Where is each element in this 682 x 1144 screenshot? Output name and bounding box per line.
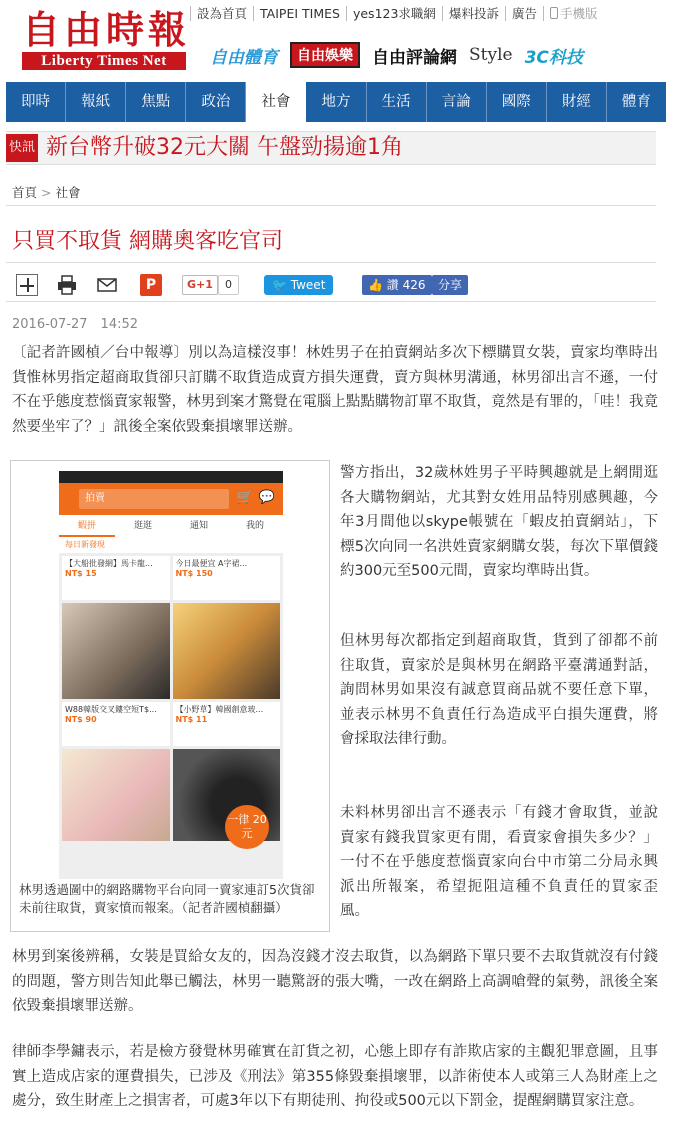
divider	[6, 301, 656, 302]
main-nav	[6, 82, 666, 122]
thumbs-up-icon: 👍	[368, 278, 387, 292]
app-product-grid	[59, 553, 283, 844]
phone-icon	[550, 7, 558, 19]
plurk-share-button[interactable]: P	[140, 274, 162, 296]
app-product-card: 今日最便宜 A字裙... NT$ 150	[173, 556, 281, 600]
google-plus-button[interactable]: G+1	[182, 275, 218, 295]
breaking-news-headline[interactable]: 新台幣升破32元大關 午盤勁揚逾1角	[46, 135, 403, 160]
app-tab: 我的	[245, 521, 264, 531]
tweet-button[interactable]: 🐦 Tweet	[264, 275, 333, 295]
brand-links	[210, 42, 595, 68]
logo-chinese: 自由時報	[22, 7, 191, 52]
shopping-app-screenshot	[59, 471, 283, 879]
twitter-bird-icon: 🐦	[272, 278, 291, 292]
breadcrumb-section[interactable]: 社會	[55, 185, 81, 200]
top-link-yes123[interactable]: yes123求職網	[346, 6, 442, 21]
app-product-card: W88韓版交叉鏤空短T$... NT$ 90	[62, 702, 170, 746]
article-paragraph: 但林男每次都指定到超商取貨，貨到了卻都不前往取貨，賣家於是與林男在網路平臺溝通對話，詢問林男如果沒有誠意買商品就不要任意下單，並表示林男不負責任行為造成平白損失運費，將會採取法律行動。	[340, 633, 658, 747]
article-paragraph: 未料林男卻出言不遜表示「有錢才會取貨，並說賣家有錢我買家更有閒，看賣家會損失多少？」一付不在乎態度惹惱賣家向台中市第二分局永興派出所報案，希望扼阻這種不負責任的買家歪風。	[340, 805, 658, 919]
google-plus-count: 0	[218, 275, 239, 295]
brand-entertainment[interactable]: 自由娛樂	[290, 42, 360, 68]
mobile-link[interactable]: 手機版	[543, 6, 604, 21]
breadcrumb	[12, 183, 81, 201]
article-paragraph: 警方指出，32歲林姓男子平時興趣就是上網閒逛各大購物網站，尤其對女姓用品特別感興趣，今年3月間他以skype帳號在「蝦皮拍賣網站」，下標5次向同一名洪姓賣家網購女裝，每次下單價錢約300元至500元間，賣家均準時出貨。	[340, 465, 658, 579]
nav-item-instant[interactable]: 即時	[6, 82, 66, 122]
article-paragraph: 律師李學鏞表示，若是檢方發覺林男確實在訂貨之初，心態上即存有詐欺店家的主觀犯罪意圖，且事實上造成店家的運費損失，已涉及《刑法》第355條毀棄損壞罪，以詐術使本人或第三人為財產上之處分，致生財產上之損害者，可處3年以下有期徒刑、拘役或500元以下罰金，提醒網購買家注意。	[12, 1044, 658, 1109]
app-tabs	[59, 515, 283, 537]
nav-item-focus[interactable]: 焦點	[126, 82, 186, 122]
breaking-news-tag: 快訊	[6, 134, 38, 162]
article-title: 只買不取貨 網購奧客吃官司	[12, 229, 283, 254]
print-icon[interactable]	[56, 274, 78, 296]
app-section-label: 每日新發現	[59, 537, 283, 553]
mail-icon[interactable]	[96, 274, 118, 296]
nav-item-politics[interactable]: 政治	[186, 82, 246, 122]
top-link-taipei-times[interactable]: TAIPEI TIMES	[253, 6, 346, 21]
top-link-report[interactable]: 爆料投訴	[442, 6, 505, 21]
add-icon[interactable]	[16, 274, 38, 296]
app-search-field: 拍賣	[79, 489, 229, 509]
facebook-like-button[interactable]: 👍 讚 426	[362, 275, 432, 295]
brand-style[interactable]: Style	[469, 45, 513, 65]
app-search-bar	[59, 483, 283, 515]
app-tab: 蝦拼	[59, 515, 115, 537]
nav-item-world[interactable]: 國際	[487, 82, 547, 122]
app-product-image	[62, 749, 170, 841]
nav-item-local[interactable]: 地方	[306, 82, 366, 122]
divider	[6, 205, 656, 206]
app-product-card: 【大船批發網】馬卡龍... NT$ 15	[62, 556, 170, 600]
app-product-card: 【小野草】韓國創意玻... NT$ 11	[173, 702, 281, 746]
app-tab: 逛逛	[133, 521, 152, 531]
nav-item-life[interactable]: 生活	[367, 82, 427, 122]
nav-item-society[interactable]: 社會	[246, 82, 306, 122]
app-price-badge: 一律 20元	[225, 805, 269, 849]
breaking-news-bar	[6, 131, 656, 165]
breadcrumb-home[interactable]: 首頁	[12, 185, 38, 200]
share-bar	[6, 272, 656, 300]
top-link-ads[interactable]: 廣告	[505, 6, 543, 21]
facebook-share-button[interactable]: 分享	[432, 275, 468, 295]
breadcrumb-separator: >	[41, 185, 52, 200]
logo-english: Liberty Times Net	[22, 52, 186, 70]
top-link-homepage[interactable]: 設為首頁	[190, 6, 253, 21]
brand-3c[interactable]: 3C科技	[524, 47, 583, 68]
app-product-image	[62, 603, 170, 699]
nav-item-opinion[interactable]: 言論	[427, 82, 487, 122]
top-links	[190, 4, 603, 22]
cart-icon: 🛒	[236, 490, 253, 505]
divider	[6, 262, 656, 263]
app-tab: 通知	[189, 521, 208, 531]
article-date: 2016-07-27 14:52	[12, 317, 139, 332]
nav-item-finance[interactable]: 財經	[547, 82, 607, 122]
nav-item-paper[interactable]: 報紙	[66, 82, 126, 122]
site-logo[interactable]	[22, 7, 191, 72]
article-photo	[10, 460, 330, 932]
photo-caption: 林男透過圖中的網路購物平台向同一賣家連訂5次貨卻未前往取貨，賣家憤而報案。（記者許國楨翻攝）	[19, 882, 315, 915]
app-product-image	[173, 603, 281, 699]
nav-item-sports[interactable]: 體育	[621, 94, 651, 110]
brand-talk[interactable]: 自由評論網	[372, 47, 457, 68]
article-paragraph: 林男到案後辨稱，女裝是買給女友的，因為沒錢才沒去取貨，以為網路下單只要不去取貨就沒有付錢的問題，警方則告知此舉已觸法，林男一聽驚訝的張大嘴，一改在網路上高調嗆聲的氣勢，訊後全案依毀棄損壞罪送辦。	[12, 949, 658, 1014]
brand-sports[interactable]: 自由體育	[210, 47, 278, 68]
article-paragraph: 〔記者許國楨／台中報導〕別以為這樣沒事！林姓男子在拍賣網站多次下標購買女裝，賣家均準時出貨惟林男指定超商取貨卻只訂購不取貨造成賣方損失運費，賣方與林男溝通，林男卻出言不遜，一付不在乎態度惹惱賣家報警，林男到案才驚覺在電腦上點點購物訂單不取貨，竟然是有罪的，「哇！我竟然要坐牢了？」訊後全案依毀棄損壞罪送辦。	[12, 345, 658, 435]
chat-icon: 💬	[258, 490, 275, 505]
phone-status-bar	[59, 471, 283, 483]
